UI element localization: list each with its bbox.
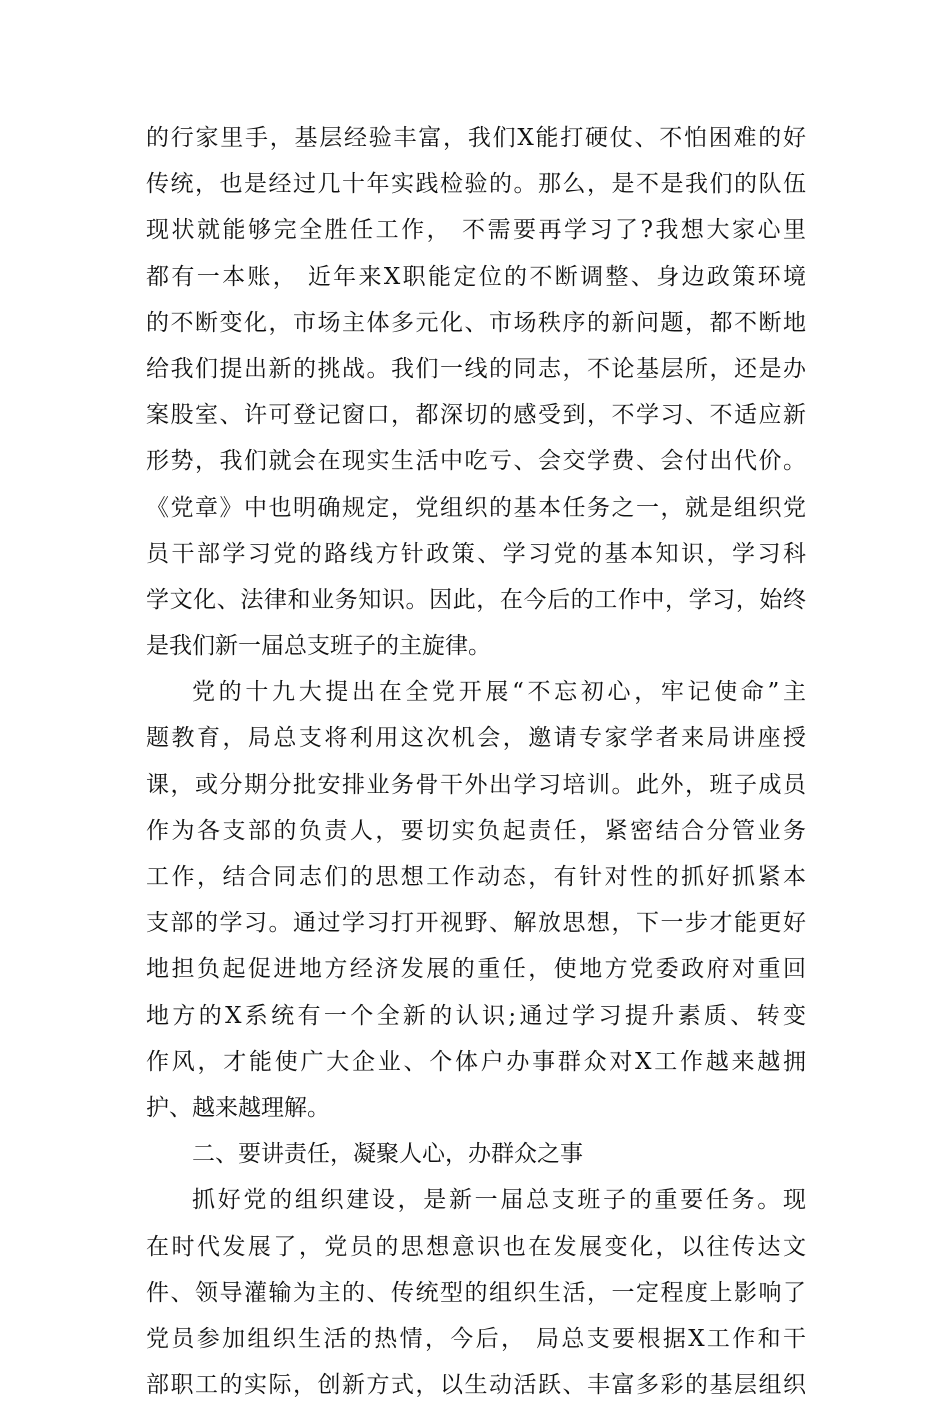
text-line: 课，或分期分批安排业务骨干外出学习培训。此外，班子成员 [146, 771, 806, 798]
text-line: 支部的学习。通过学习打开视野、解放思想，下一步才能更好 [146, 910, 806, 937]
text-line: 部职工的实际，创新方式，以生动活跃、丰富多彩的基层组织 [146, 1372, 806, 1399]
text-line: 案股室、许可登记窗口，都深切的感受到，不学习、不适应新 [146, 402, 806, 429]
text-line: 地方的X系统有一个全新的认识;通过学习提升素质、转变 [146, 1002, 806, 1029]
text-line: 二、要讲责任，凝聚人心，办群众之事 [192, 1141, 583, 1168]
text-line: 的行家里手，基层经验丰富，我们X能打硬仗、不怕困难的好 [146, 125, 806, 151]
text-line: 地担负起促进地方经济发展的重任，使地方党委政府对重回 [146, 956, 806, 983]
text-line: 题教育，局总支将利用这次机会，邀请专家学者来局讲座授 [146, 725, 806, 752]
text-line: 现状就能够完全胜任工作， 不需要再学习了?我想大家心里 [146, 217, 806, 244]
text-line: 在时代发展了，党员的思想意识也在发展变化，以往传达文 [146, 1233, 806, 1260]
document-body [146, 115, 806, 1408]
text-line: 形势，我们就会在现实生活中吃亏、会交学费、会付出代价。 [146, 448, 806, 475]
text-line: 都有一本账， 近年来X职能定位的不断调整、身边政策环境 [146, 263, 806, 290]
text-line: 抓好党的组织建设，是新一届总支班子的重要任务。现 [192, 1187, 806, 1214]
text-line: 党员参加组织生活的热情，今后， 局总支要根据X工作和干 [146, 1325, 806, 1352]
text-line: 《党章》中也明确规定，党组织的基本任务之一，就是组织党 [146, 494, 806, 521]
text-line: 的不断变化，市场主体多元化、市场秩序的新问题，都不断地 [146, 309, 806, 336]
text-line: 学文化、法律和业务知识。因此，在今后的工作中，学习，始终 [146, 586, 806, 613]
text-line: 员干部学习党的路线方针政策、学习党的基本知识，学习科 [146, 540, 806, 567]
text-line: 护、越来越理解。 [146, 1094, 330, 1121]
text-line: 工作，结合同志们的思想工作动态，有针对性的抓好抓紧本 [146, 864, 806, 890]
text-line: 党的十九大提出在全党开展“不忘初心，牢记使命”主 [192, 679, 806, 706]
text-line: 件、领导灌输为主的、传统型的组织生活，一定程度上影响了 [146, 1279, 806, 1306]
text-line: 传统，也是经过几十年实践检验的。那么，是不是我们的队伍 [146, 171, 806, 198]
text-line: 是我们新一届总支班子的主旋律。 [146, 633, 491, 660]
text-line: 作风，才能使广大企业、个体户办事群众对X工作越来越拥 [146, 1048, 806, 1075]
text-line: 给我们提出新的挑战。我们一线的同志，不论基层所，还是办 [146, 355, 806, 382]
text-line: 作为各支部的负责人，要切实负起责任，紧密结合分管业务 [146, 817, 806, 844]
